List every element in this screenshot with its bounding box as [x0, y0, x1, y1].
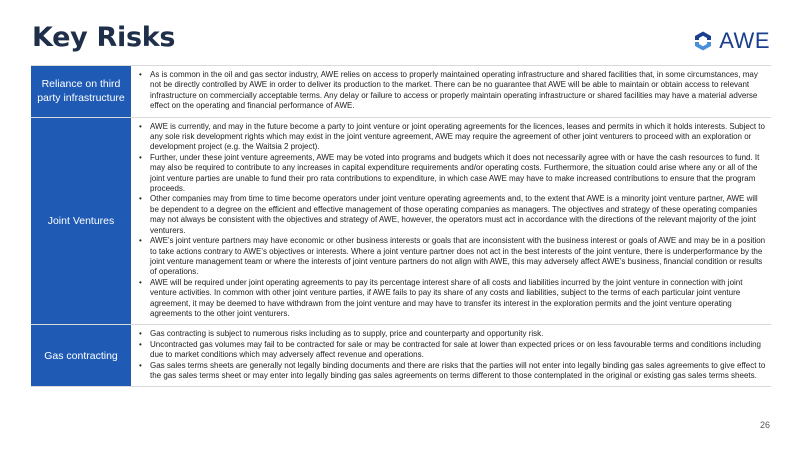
- risk-bullet: • AWE’s joint venture partners may have economic or other business interests or goals that are inconsistent with the business interest or goals of AWE and may be in a position to take actions contrary to AWE’s objectives or interests. Where a joint venture partner does not act in the best interests of the joint venture, there is underperformance by the joint venture management team or where the interests of joint venture partners do not align with AWE, this may adversely affect AWE’s business, financial condition or results of operations.: [137, 236, 767, 278]
- risk-bullet: • Other companies may from time to time become operators under joint venture operating agreements and, to the extent that AWE is a minority joint venture partner, AWE will be dependent to a degree on the efficient and effective management of those operating companies as managers. The objectives and strategy of these operating companies may not always be consistent with the objectives and strategy of AWE, however, the operators must act in accordance with the directions of the relevant majority of the joint venturers.: [137, 194, 767, 236]
- risk-label: Reliance on third party infrastructure: [31, 66, 131, 117]
- risk-row-infrastructure: [31, 66, 771, 118]
- risk-bullet: • Gas sales terms sheets are generally not legally binding documents and there are risks that the parties will not enter into legally binding gas sales agreements to give effect to the gas sales terms sheet or may enter into legally binding gas sales agreements on terms different to those contemplated in the original or existing gas sales terms sheets.: [137, 361, 767, 382]
- page-title: Key Risks: [32, 22, 176, 53]
- risk-bullet: • Further, under these joint venture agreements, AWE may be voted into programs and budgets which it does not necessarily agree with or have the cash resources to fund. It may also be required to contribute to any increases in capital expenditure requirements and/or operating costs. Furthermore, the situation could arise where any or all of the joint venture parties are unable to fund their pro rata contributions to expenditure, in which case AWE may have to make increased contributions to ensure that the program proceeds.: [137, 153, 767, 195]
- risk-label: Gas contracting: [31, 325, 131, 386]
- risk-row-joint-ventures: [31, 118, 771, 326]
- risk-bullet: • Gas contracting is subject to numerous risks including as to supply, price and counterparty and opportunity risk.: [137, 329, 767, 339]
- awe-logo: [692, 28, 770, 54]
- page-number: 26: [759, 420, 770, 430]
- risk-bullet: • AWE is currently, and may in the future become a party to joint venture or joint operating agreements for the licences, leases and permits in which it holds interests. Subject to any sole risk development rights which may exist in the joint venture agreement, AWE may require the agreement of other joint venturers to proceed with an exploration or development project (e.g. the Waitsia 2 project).: [137, 122, 767, 153]
- risk-content: [131, 118, 771, 325]
- risk-label: Joint Ventures: [31, 118, 131, 325]
- logo-text: AWE: [719, 28, 770, 53]
- risk-content: [131, 325, 771, 386]
- risks-table: [31, 65, 771, 387]
- risk-row-gas-contracting: [31, 325, 771, 387]
- risk-content: [131, 66, 771, 117]
- risk-bullet: • AWE will be required under joint operating agreements to pay its percentage interest share of all costs and liabilities incurred by the joint venture in connection with joint venture activities. In common with other joint venture parties, if AWE fails to pay its share of any costs and liabilities, subject to the terms of each particular joint venture agreement, it may be deemed to have withdrawn from the joint venture and may have to transfer its interest in the exploration permits and the joint venture operating agreements to the other joint venturers.: [137, 278, 767, 320]
- risk-bullet: • Uncontracted gas volumes may fail to be contracted for sale or may be contracted for sale at lower than expected prices or on less favourable terms and conditions including due to market conditions which may adversely affect revenue and operations.: [137, 340, 767, 361]
- awe-logo-icon: [692, 30, 714, 52]
- risk-bullet: • As is common in the oil and gas sector industry, AWE relies on access to properly maintained operating infrastructure and shared facilities that, in some circumstances, may not be directly controlled by AWE in order to deliver its production to the market. There can be no guarantee that AWE will be able to maintain or obtain access to relevant infrastructure on commercially acceptable terms. Any delay or failure to access or properly maintain operating infrastructure or shared facilities may have a material adverse effect on the operating and financial performance of AWE.: [137, 70, 767, 112]
